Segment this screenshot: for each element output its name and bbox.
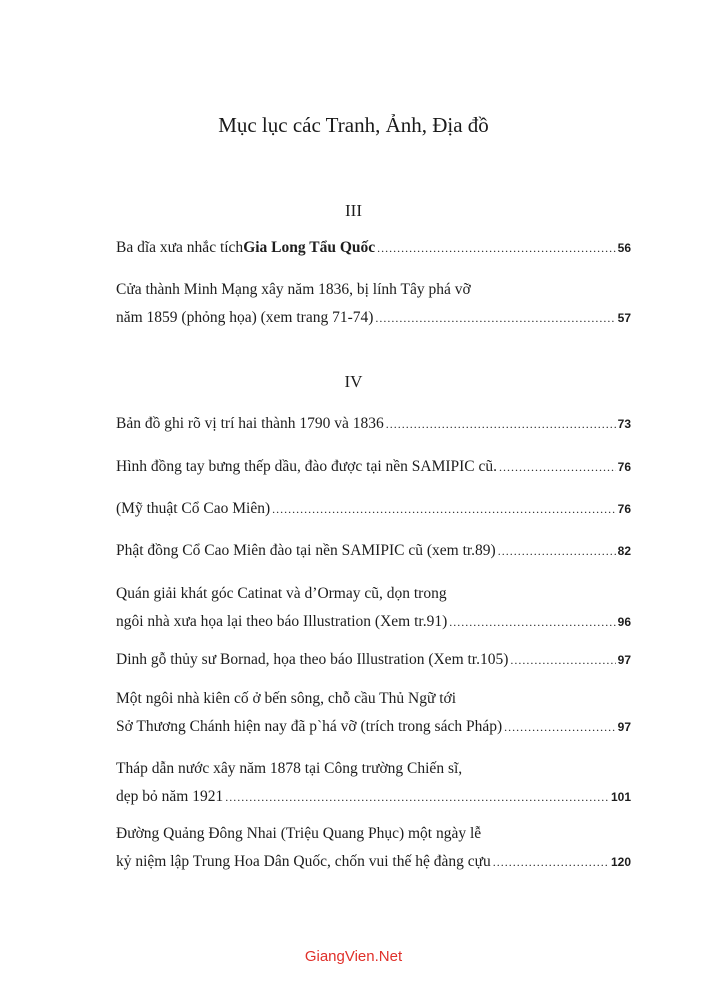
toc-entry-line (116, 410, 631, 438)
leader-dots (386, 410, 616, 438)
page-number: 97 (617, 720, 631, 734)
toc-entry (116, 453, 631, 481)
entry-text: dẹp bỏ năm 1921 (116, 788, 224, 805)
entry-text: Ba dĩa xưa nhắc tích (116, 239, 244, 256)
toc-entry-line (116, 646, 631, 674)
leader-dots (493, 848, 609, 876)
toc-entry-line (116, 713, 631, 741)
toc-entry (116, 410, 631, 438)
leader-dots (272, 495, 616, 523)
toc-entry (116, 820, 631, 876)
entry-text: Dinh gỗ thủy sư Bornad, họa theo báo Illustration (Xem tr.105) (116, 651, 509, 668)
section-heading-iii: III (345, 201, 362, 220)
leader-dots (510, 646, 615, 674)
page-number: 73 (617, 417, 631, 431)
entry-text: Bản đồ ghi rõ vị trí hai thành 1790 và 1836 (116, 415, 384, 432)
entry-text: Tháp dẫn nước xây năm 1878 tại Công trường Chiến sĩ, (116, 760, 463, 777)
entry-text: (Mỹ thuật Cổ Cao Miên) (116, 500, 271, 517)
page-number: 96 (617, 615, 631, 629)
page-number: 97 (617, 653, 631, 667)
toc-entry-line (116, 608, 631, 636)
page-number: 57 (617, 311, 631, 325)
entry-text: Sở Thương Chánh hiện nay đã p`há vỡ (trích trong sách Pháp) (116, 718, 503, 735)
entry-text: Cửa thành Minh Mạng xây năm 1836, bị lính Tây phá vỡ (116, 281, 471, 298)
entry-text: Quán giải khát góc Catinat và d’Ormay cũ, dọn trong (116, 585, 447, 602)
entry-text: kỷ niệm lập Trung Hoa Dân Quốc, chốn vui thế hệ đàng cựu (116, 853, 491, 870)
leader-dots (225, 783, 609, 811)
entry-text: Một ngôi nhà kiên cố ở bến sông, chỗ cầu Thủ Ngữ tới (116, 690, 457, 707)
page-number: 76 (617, 460, 631, 474)
toc-entry-line (116, 848, 631, 876)
page-number: 82 (617, 544, 631, 558)
toc-entry (116, 646, 631, 674)
entry-text: ngôi nhà xưa họa lại theo báo Illustration (Xem tr.91) (116, 613, 448, 630)
toc-entry-line (116, 234, 631, 262)
leader-dots (377, 234, 616, 262)
toc-entry-line (116, 537, 631, 565)
toc-entry (116, 234, 631, 262)
toc-entry-line (116, 304, 631, 332)
entry-text: Hình đồng tay bưng thếp dầu, đào được tại nền SAMIPIC cũ. (116, 458, 498, 475)
toc-entry (116, 537, 631, 565)
page-number: 120 (610, 855, 631, 869)
toc-entry (116, 685, 631, 741)
leader-dots (498, 537, 616, 565)
entry-text: năm 1859 (phỏng họa) (xem trang 71-74) (116, 309, 374, 326)
watermark: GiangVien.Net (304, 948, 403, 965)
leader-dots (449, 608, 615, 636)
toc-entry-line (116, 495, 631, 523)
page-number: 76 (617, 502, 631, 516)
toc-entry (116, 495, 631, 523)
entry-text: Đường Quảng Đông Nhai (Triệu Quang Phục) một ngày lễ (116, 825, 482, 842)
leader-dots (375, 304, 615, 332)
toc-entry (116, 580, 631, 636)
toc-entry-line (116, 783, 631, 811)
section-heading-iv: IV (344, 372, 363, 391)
entry-bold-text: Gia Long Tẩu Quốc (243, 239, 376, 256)
page-number: 56 (617, 241, 631, 255)
page-number: 101 (610, 790, 631, 804)
toc-entry-line (116, 453, 631, 481)
leader-dots (504, 713, 616, 741)
entry-text: Phật đồng Cổ Cao Miên đào tại nền SAMIPIC cũ (xem tr.89) (116, 542, 496, 559)
page-title: Mục lục các Tranh, Ảnh, Địa đồ (218, 113, 489, 137)
toc-entry (116, 276, 631, 332)
toc-entry (116, 755, 631, 811)
leader-dots (499, 453, 616, 481)
